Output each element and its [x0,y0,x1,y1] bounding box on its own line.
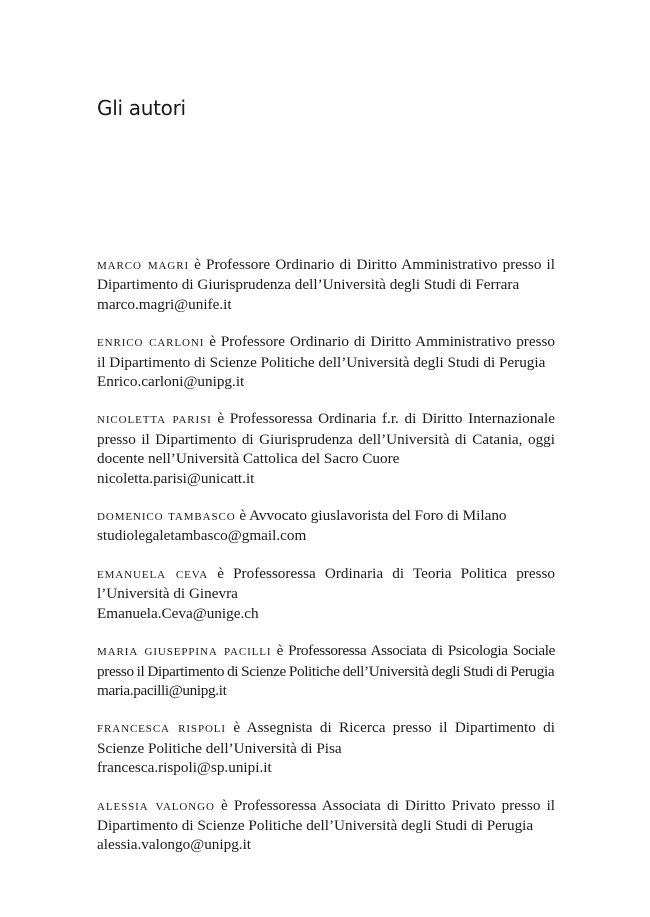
author-email: Emanuela.Ceva@unige.ch [97,604,259,622]
author-bio-valongo [97,796,555,855]
author-bios [97,255,555,873]
author-email: nicoletta.parisi@unicatt.it [97,469,255,487]
author-name: maria giuseppina pacilli [97,643,272,660]
author-email: studiolegaletambasco@gmail.com [97,527,307,545]
author-name: domenico tambasco [97,508,236,525]
author-email: francesca.rispoli@sp.unipi.it [97,759,272,777]
author-name: emanuela ceva [97,565,209,582]
author-email: Enrico.carloni@unipg.it [97,373,245,391]
author-name: francesca rispoli [97,720,226,737]
author-description: è Professoressa Associata di Psicologia Sociale presso il Dipartimento di Scienze Politiche dell’Università degli Studi di Perugia [97,642,555,680]
author-description: è Professoressa Ordinaria di Teoria Politica presso l’Università di Ginevra [97,564,556,603]
author-description: è Avvocato giuslavorista del Foro di Milano [239,507,507,525]
author-name: enrico carloni [97,334,205,351]
author-bio-magri [97,255,555,314]
author-email: maria.pacilli@unipg.it [97,681,227,699]
author-name: nicoletta parisi [97,411,212,428]
author-bio-rispoli [97,718,555,777]
author-bio-ceva [97,564,555,623]
page-title: Gli autori [97,96,186,120]
author-description: è Professore Ordinario di Diritto Amministrativo presso il Dipartimento di Scienze Politiche dell’Università degli Studi di Perugia [97,333,555,371]
author-description: è Professore Ordinario di Diritto Amministrativo presso il Dipartimento di Giurisprudenza dell’Università degli Studi di Ferrara [97,256,556,294]
author-description: è Assegnista di Ricerca presso il Dipartimento di Scienze Politiche dell’Università di Pisa [97,719,555,757]
author-bio-tambasco [97,506,555,546]
author-description: è Professoressa Ordinaria f.r. di Diritto Internazionale presso il Dipartimento di Giurisprudenza dell’Università di Catania, oggi docente nell’Università Cattolica del Sacro Cuore [97,410,556,468]
author-email: marco.magri@unife.it [97,295,232,313]
author-bio-carloni [97,332,555,391]
author-description: è Professoressa Associata di Diritto Privato presso il Dipartimento di Scienze Politiche dell’Università degli Studi di Perugia [97,796,556,834]
author-bio-parisi [97,409,555,488]
author-email: alessia.valongo@unipg.it [97,836,252,854]
author-name: alessia valongo [97,797,215,814]
author-name: marco magri [97,257,190,273]
author-bio-pacilli [97,641,555,700]
